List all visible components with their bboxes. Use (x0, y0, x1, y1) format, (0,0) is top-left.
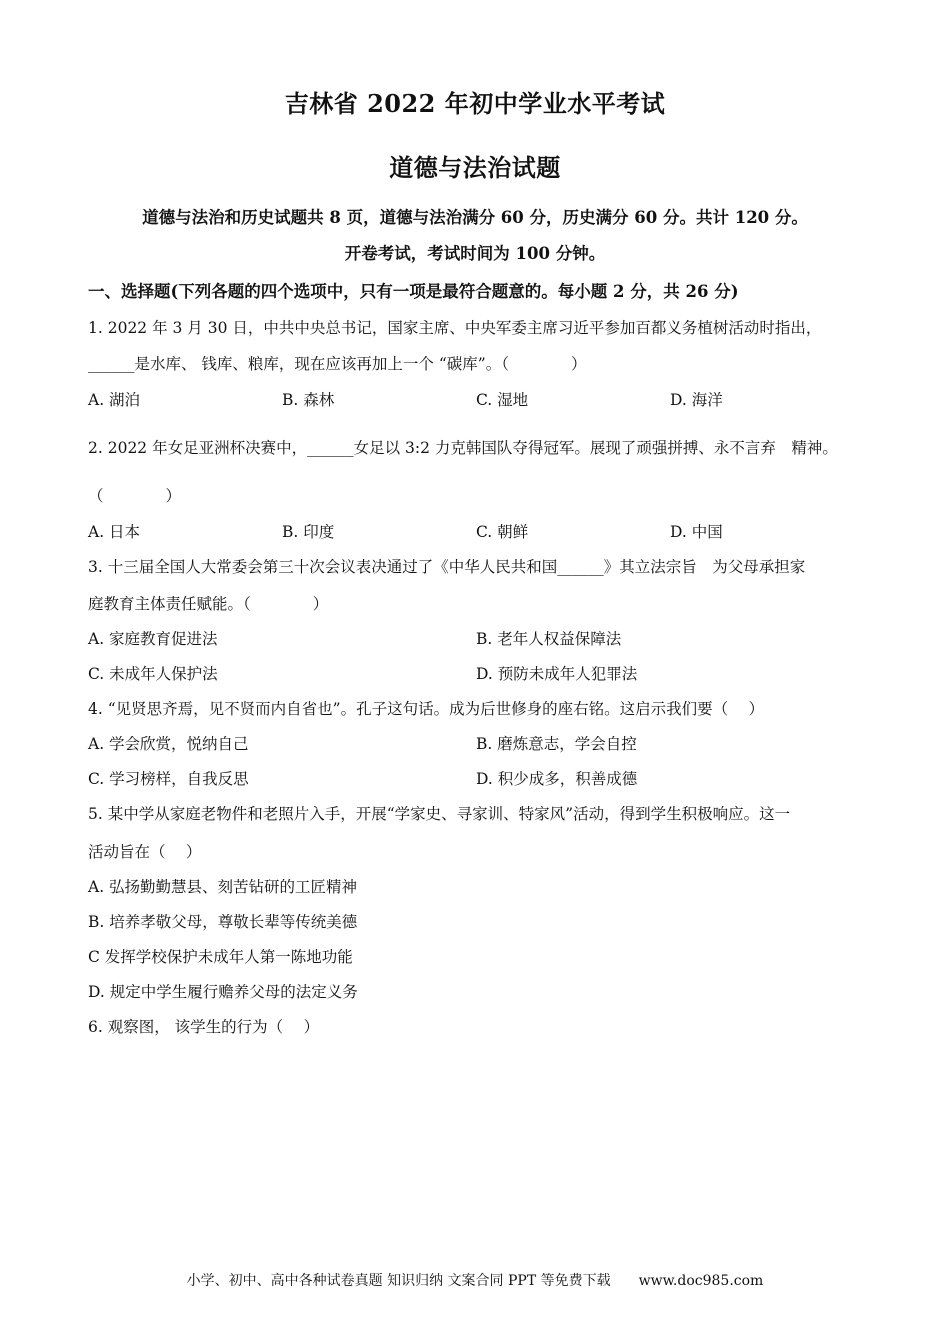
exam-subtitle: 道德与法治试题 (389, 153, 561, 182)
question-5-stem-line2: 活动旨在（ ） (88, 843, 202, 861)
question-5-option-d: D. 规定中学生履行赡养父母的法定义务 (88, 983, 358, 1001)
exam-note-line2: 开卷考试，考试时间为 100 分钟。 (344, 244, 606, 263)
question-1-stem-line1: 1. 2022 年 3 月 30 日，中共中央总书记，国家主席、中央军委主席习近平参加百都义务植树活动时指出， (88, 319, 822, 337)
section-title: 一、选择题(下列各题的四个选项中，只有一项是最符合题意的。每小题 2 分，共 26 分) (88, 282, 739, 301)
question-4-option-c: C. 学习榜样，自我反思 (88, 770, 249, 788)
page-footer: 小学、初中、高中各种试卷真题 知识归纳 文案合同 PPT 等免费下载 www.doc985.com (186, 1273, 764, 1289)
question-4-option-a: A. 学会欣赏，悦纳自己 (88, 735, 249, 753)
question-5-option-b: B. 培养孝敬父母，尊敬长辈等传统美德 (88, 913, 358, 931)
question-1-option-c: C. 湿地 (476, 391, 529, 409)
question-5-option-a: A. 弘扬勤勤慧县、刻苦钻研的工匠精神 (88, 878, 358, 896)
exam-note-line1: 道德与法治和历史试题共 8 页，道德与法治满分 60 分，历史满分 60 分。共计 120 分。 (142, 208, 808, 227)
question-1-option-a: A. 湖泊 (88, 391, 141, 409)
question-6-stem-line1: 6. 观察图， 该学生的行为（ ） (88, 1018, 320, 1036)
question-2-option-b: B. 印度 (282, 523, 335, 541)
question-2-option-c: C. 朝鲜 (476, 523, 529, 541)
question-5-stem-line1: 5. 某中学从家庭老物件和老照片入手，开展“学家史、寻家训、特家风”活动，得到学生积极响应。这一 (88, 805, 791, 823)
question-3-option-c: C. 未成年人保护法 (88, 665, 218, 683)
question-2-stem-line2: （ ） (88, 487, 182, 505)
question-3-option-a: A. 家庭教育促进法 (88, 630, 218, 648)
exam-title: 吉林省 2022 年初中学业水平考试 (284, 89, 666, 118)
question-5-option-c: C 发挥学校保护未成年人第一陈地功能 (88, 948, 353, 966)
question-2-stem-line1: 2. 2022 年女足亚洲杯决赛中，______女足以 3:2 力克韩国队夺得冠军。展现了顽强拼搏、永不言弃 精神。 (88, 439, 838, 457)
question-4-option-d: D. 积少成多，积善成德 (476, 770, 638, 788)
question-2-option-a: A. 日本 (88, 523, 141, 541)
question-2-option-d: D. 中国 (670, 523, 723, 541)
question-3-stem-line1: 3. 十三届全国人大常委会第三十次会议表决通过了《中华人民共和国______》其立法宗旨 为父母承担家 (88, 558, 806, 576)
question-4-stem-line1: 4. “见贤思齐焉，见不贤而内自省也”。孔子这句话。成为后世修身的座右铭。这启示我们要（ ） (88, 700, 764, 718)
question-3-option-d: D. 预防未成年人犯罪法 (476, 665, 638, 683)
question-3-option-b: B. 老年人权益保障法 (476, 630, 622, 648)
question-3-stem-line2: 庭教育主体责任赋能。（ ） (88, 595, 329, 613)
question-1-option-d: D. 海洋 (670, 391, 723, 409)
question-4-option-b: B. 磨炼意志，学会自控 (476, 735, 637, 753)
question-1-option-b: B. 森林 (282, 391, 335, 409)
question-1-stem-line2: ______是水库、 钱库、粮库，现在应该再加上一个 “碳库”。（ ） (88, 355, 587, 373)
